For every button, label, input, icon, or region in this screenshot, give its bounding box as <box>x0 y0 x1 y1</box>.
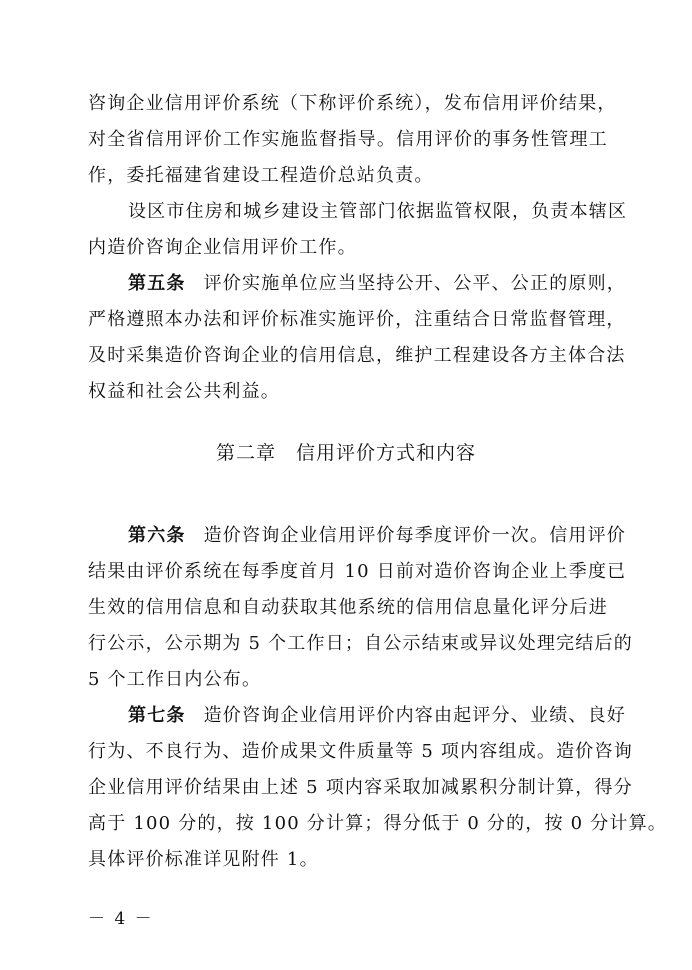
chapter-number: 第二章 <box>215 442 276 464</box>
article-6 <box>88 518 633 698</box>
chapter-title: 信用评价方式和内容 <box>296 442 477 464</box>
text-line: 高于 100 分的，按 100 分计算；得分低于 0 分的，按 0 分计算。 <box>88 813 667 834</box>
paragraph-district <box>88 194 628 266</box>
document-body <box>88 86 667 878</box>
paragraph-continued <box>88 86 617 194</box>
text-line: 企业信用评价结果由上述 5 项内容采取加减累积分制计算，得分 <box>88 777 633 798</box>
chapter-heading <box>0 438 692 465</box>
article-first-line <box>88 518 627 554</box>
text-line: 对全省信用评价工作实施监督指导。信用评价的事务性管理工 <box>88 129 608 150</box>
text-line: 造价咨询企业信用评价每季度评价一次。信用评价 <box>203 525 627 546</box>
text-line: 行公示，公示期为 5 个工作日；自公示结束或异议处理完结后的 <box>88 633 633 654</box>
text-line: 咨询企业信用评价系统（下称评价系统），发布信用评价结果， <box>88 93 617 114</box>
article-7 <box>88 698 667 878</box>
text-line: 内造价咨询企业信用评价工作。 <box>88 237 357 258</box>
text-line: 造价咨询企业信用评价内容由起评分、业绩、良好 <box>203 705 627 726</box>
text-line: 具体评价标准详见附件 1。 <box>88 849 319 870</box>
text-line: 设区市住房和城乡建设主管部门依据监管权限，负责本辖区 <box>128 201 628 222</box>
text-line: 结果由评价系统在每季度首月 10 日前对造价咨询企业上季度已 <box>88 561 627 582</box>
article-first-line <box>88 266 627 302</box>
text-line: 严格遵照本办法和评价标准实施评价，注重结合日常监督管理， <box>88 309 626 330</box>
text-line: 权益和社会公共利益。 <box>88 381 280 402</box>
text-line: 行为、不良行为、造价成果文件质量等 5 项内容组成。造价咨询 <box>88 741 633 762</box>
text-line: 评价实施单位应当坚持公开、公平、公正的原则， <box>203 273 627 294</box>
article-label: 第五条 <box>128 273 186 294</box>
text-line: 及时采集造价咨询企业的信用信息，维护工程建设各方主体合法 <box>88 345 626 366</box>
article-5 <box>88 266 627 410</box>
text-line: 生效的信用信息和自动获取其他系统的信用信息量化评分后进 <box>88 597 608 618</box>
page-number: － 4 － <box>88 909 154 929</box>
text-line: 作，委托福建省建设工程造价总站负责。 <box>88 165 434 186</box>
article-label: 第六条 <box>128 525 186 546</box>
article-first-line <box>88 698 627 734</box>
article-label: 第七条 <box>128 705 186 726</box>
text-line: 5 个工作日内公布。 <box>88 669 262 690</box>
